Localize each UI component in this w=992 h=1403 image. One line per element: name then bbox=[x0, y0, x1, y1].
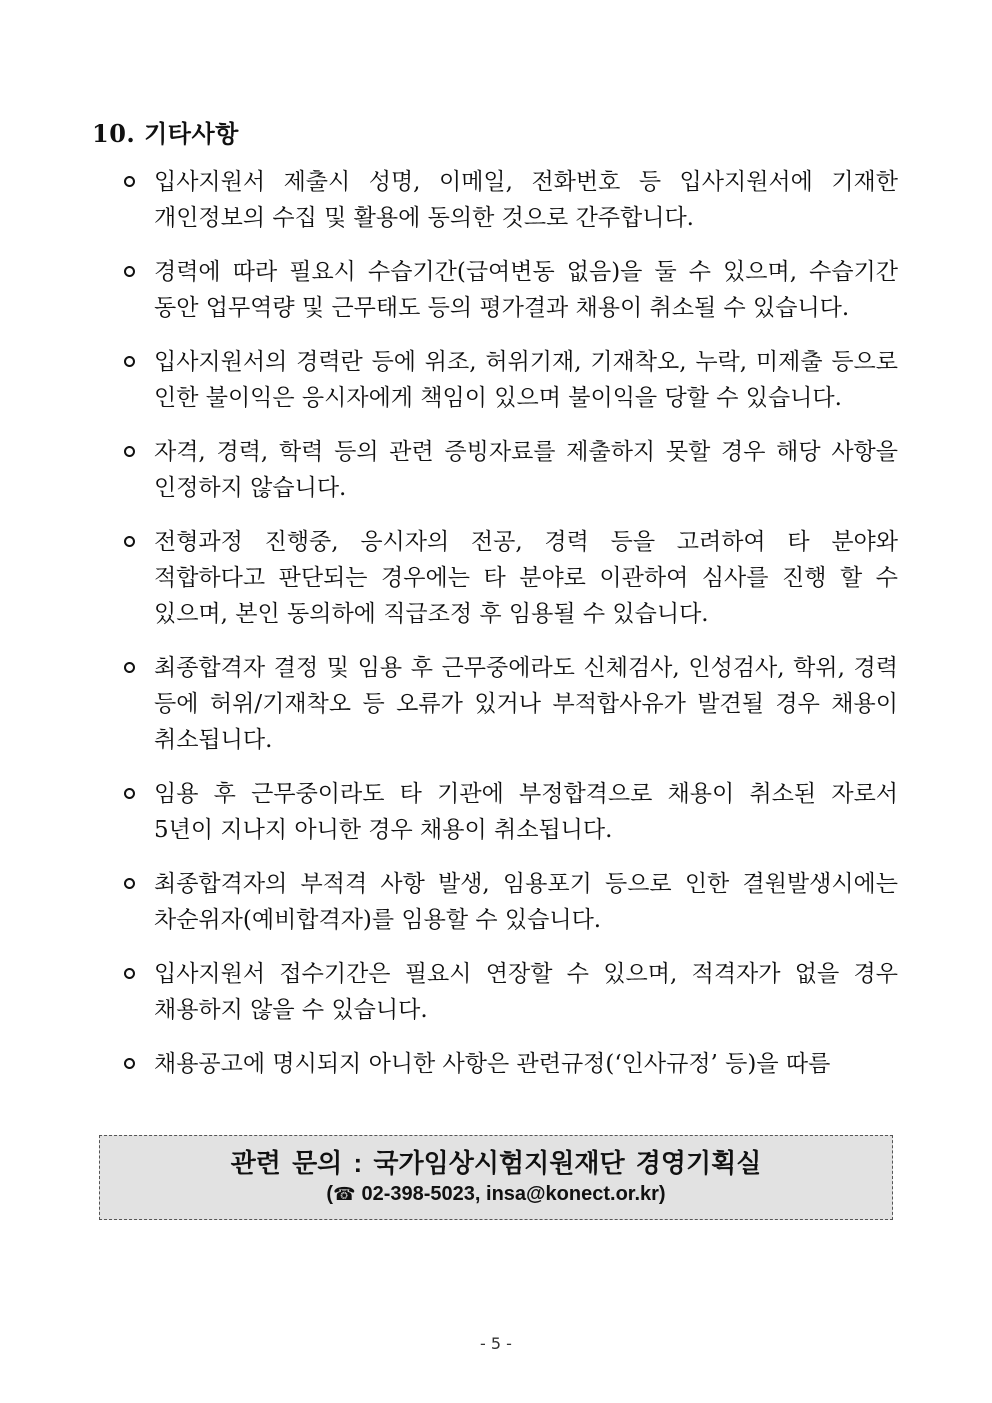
list-item bbox=[122, 434, 898, 506]
circle-bullet-icon bbox=[124, 536, 135, 547]
list-item bbox=[122, 776, 898, 848]
contact-details bbox=[100, 1180, 892, 1208]
list-item bbox=[122, 164, 898, 236]
list-item bbox=[122, 1046, 898, 1082]
section-title: 10. 기타사항 bbox=[92, 119, 239, 148]
list-item bbox=[122, 956, 898, 1028]
circle-bullet-icon bbox=[124, 356, 135, 367]
list-item-text: 최종합격자 결정 및 임용 후 근무중에라도 신체검사, 인성검사, 학위, 경력 등에 허위/기재착오 등 오류가 있거나 부적합사유가 발견될 경우 채용이 취소됩니다. bbox=[154, 655, 898, 753]
circle-bullet-icon bbox=[124, 878, 135, 889]
circle-bullet-icon bbox=[124, 446, 135, 457]
list-item-text: 입사지원서 접수기간은 필요시 연장할 수 있으며, 적격자가 없을 경우 채용하지 않을 수 있습니다. bbox=[154, 961, 898, 1023]
list-item-text: 입사지원서의 경력란 등에 위조, 허위기재, 기재착오, 누락, 미제출 등으로 인한 불이익은 응시자에게 책임이 있으며 불이익을 당할 수 있습니다. bbox=[154, 349, 898, 411]
list-item-text: 채용공고에 명시되지 아니한 사항은 관련규정(‘인사규정’ 등)을 따름 bbox=[154, 1051, 831, 1077]
contact-box bbox=[99, 1135, 893, 1220]
list-item-text: 자격, 경력, 학력 등의 관련 증빙자료를 제출하지 못할 경우 해당 사항을 인정하지 않습니다. bbox=[154, 439, 898, 501]
list-item-text: 최종합격자의 부적격 사항 발생, 임용포기 등으로 인한 결원발생시에는 차순위자(예비합격자)를 임용할 수 있습니다. bbox=[154, 871, 898, 933]
page-number: - 5 - bbox=[480, 1334, 512, 1353]
list-item bbox=[122, 866, 898, 938]
phone-icon: ☎ bbox=[333, 1184, 356, 1204]
list-item-text: 경력에 따라 필요시 수습기간(급여변동 없음)을 둘 수 있으며, 수습기간 동안 업무역량 및 근무태도 등의 평가결과 채용이 취소될 수 있습니다. bbox=[154, 259, 898, 321]
list-item-text: 임용 후 근무중이라도 타 기관에 부정합격으로 채용이 취소된 자로서 5년이 지나지 아니한 경우 채용이 취소됩니다. bbox=[154, 781, 898, 843]
list-item-text: 입사지원서 제출시 성명, 이메일, 전화번호 등 입사지원서에 기재한 개인정보의 수집 및 활용에 동의한 것으로 간주합니다. bbox=[154, 169, 898, 231]
contact-phone-email: 02-398-5023, insa@konect.or.kr) bbox=[361, 1183, 666, 1205]
list-item-text: 전형과정 진행중, 응시자의 전공, 경력 등을 고려하여 타 분야와 적합하다고 판단되는 경우에는 타 분야로 이관하여 심사를 진행 할 수 있으며, 본인 동의하에 직급조정 후 임용될 수 있습니다. bbox=[154, 529, 898, 627]
circle-bullet-icon bbox=[124, 266, 135, 277]
list-item bbox=[122, 254, 898, 326]
circle-bullet-icon bbox=[124, 968, 135, 979]
list-item bbox=[122, 524, 898, 632]
list-item bbox=[122, 344, 898, 416]
contact-open-paren: ( bbox=[326, 1183, 334, 1205]
circle-bullet-icon bbox=[124, 662, 135, 673]
circle-bullet-icon bbox=[124, 176, 135, 187]
list-item bbox=[122, 650, 898, 758]
notice-list bbox=[122, 164, 898, 1100]
circle-bullet-icon bbox=[124, 788, 135, 799]
circle-bullet-icon bbox=[124, 1058, 135, 1069]
contact-title: 관련 문의 : 국가임상시험지원재단 경영기획실 bbox=[230, 1148, 762, 1178]
